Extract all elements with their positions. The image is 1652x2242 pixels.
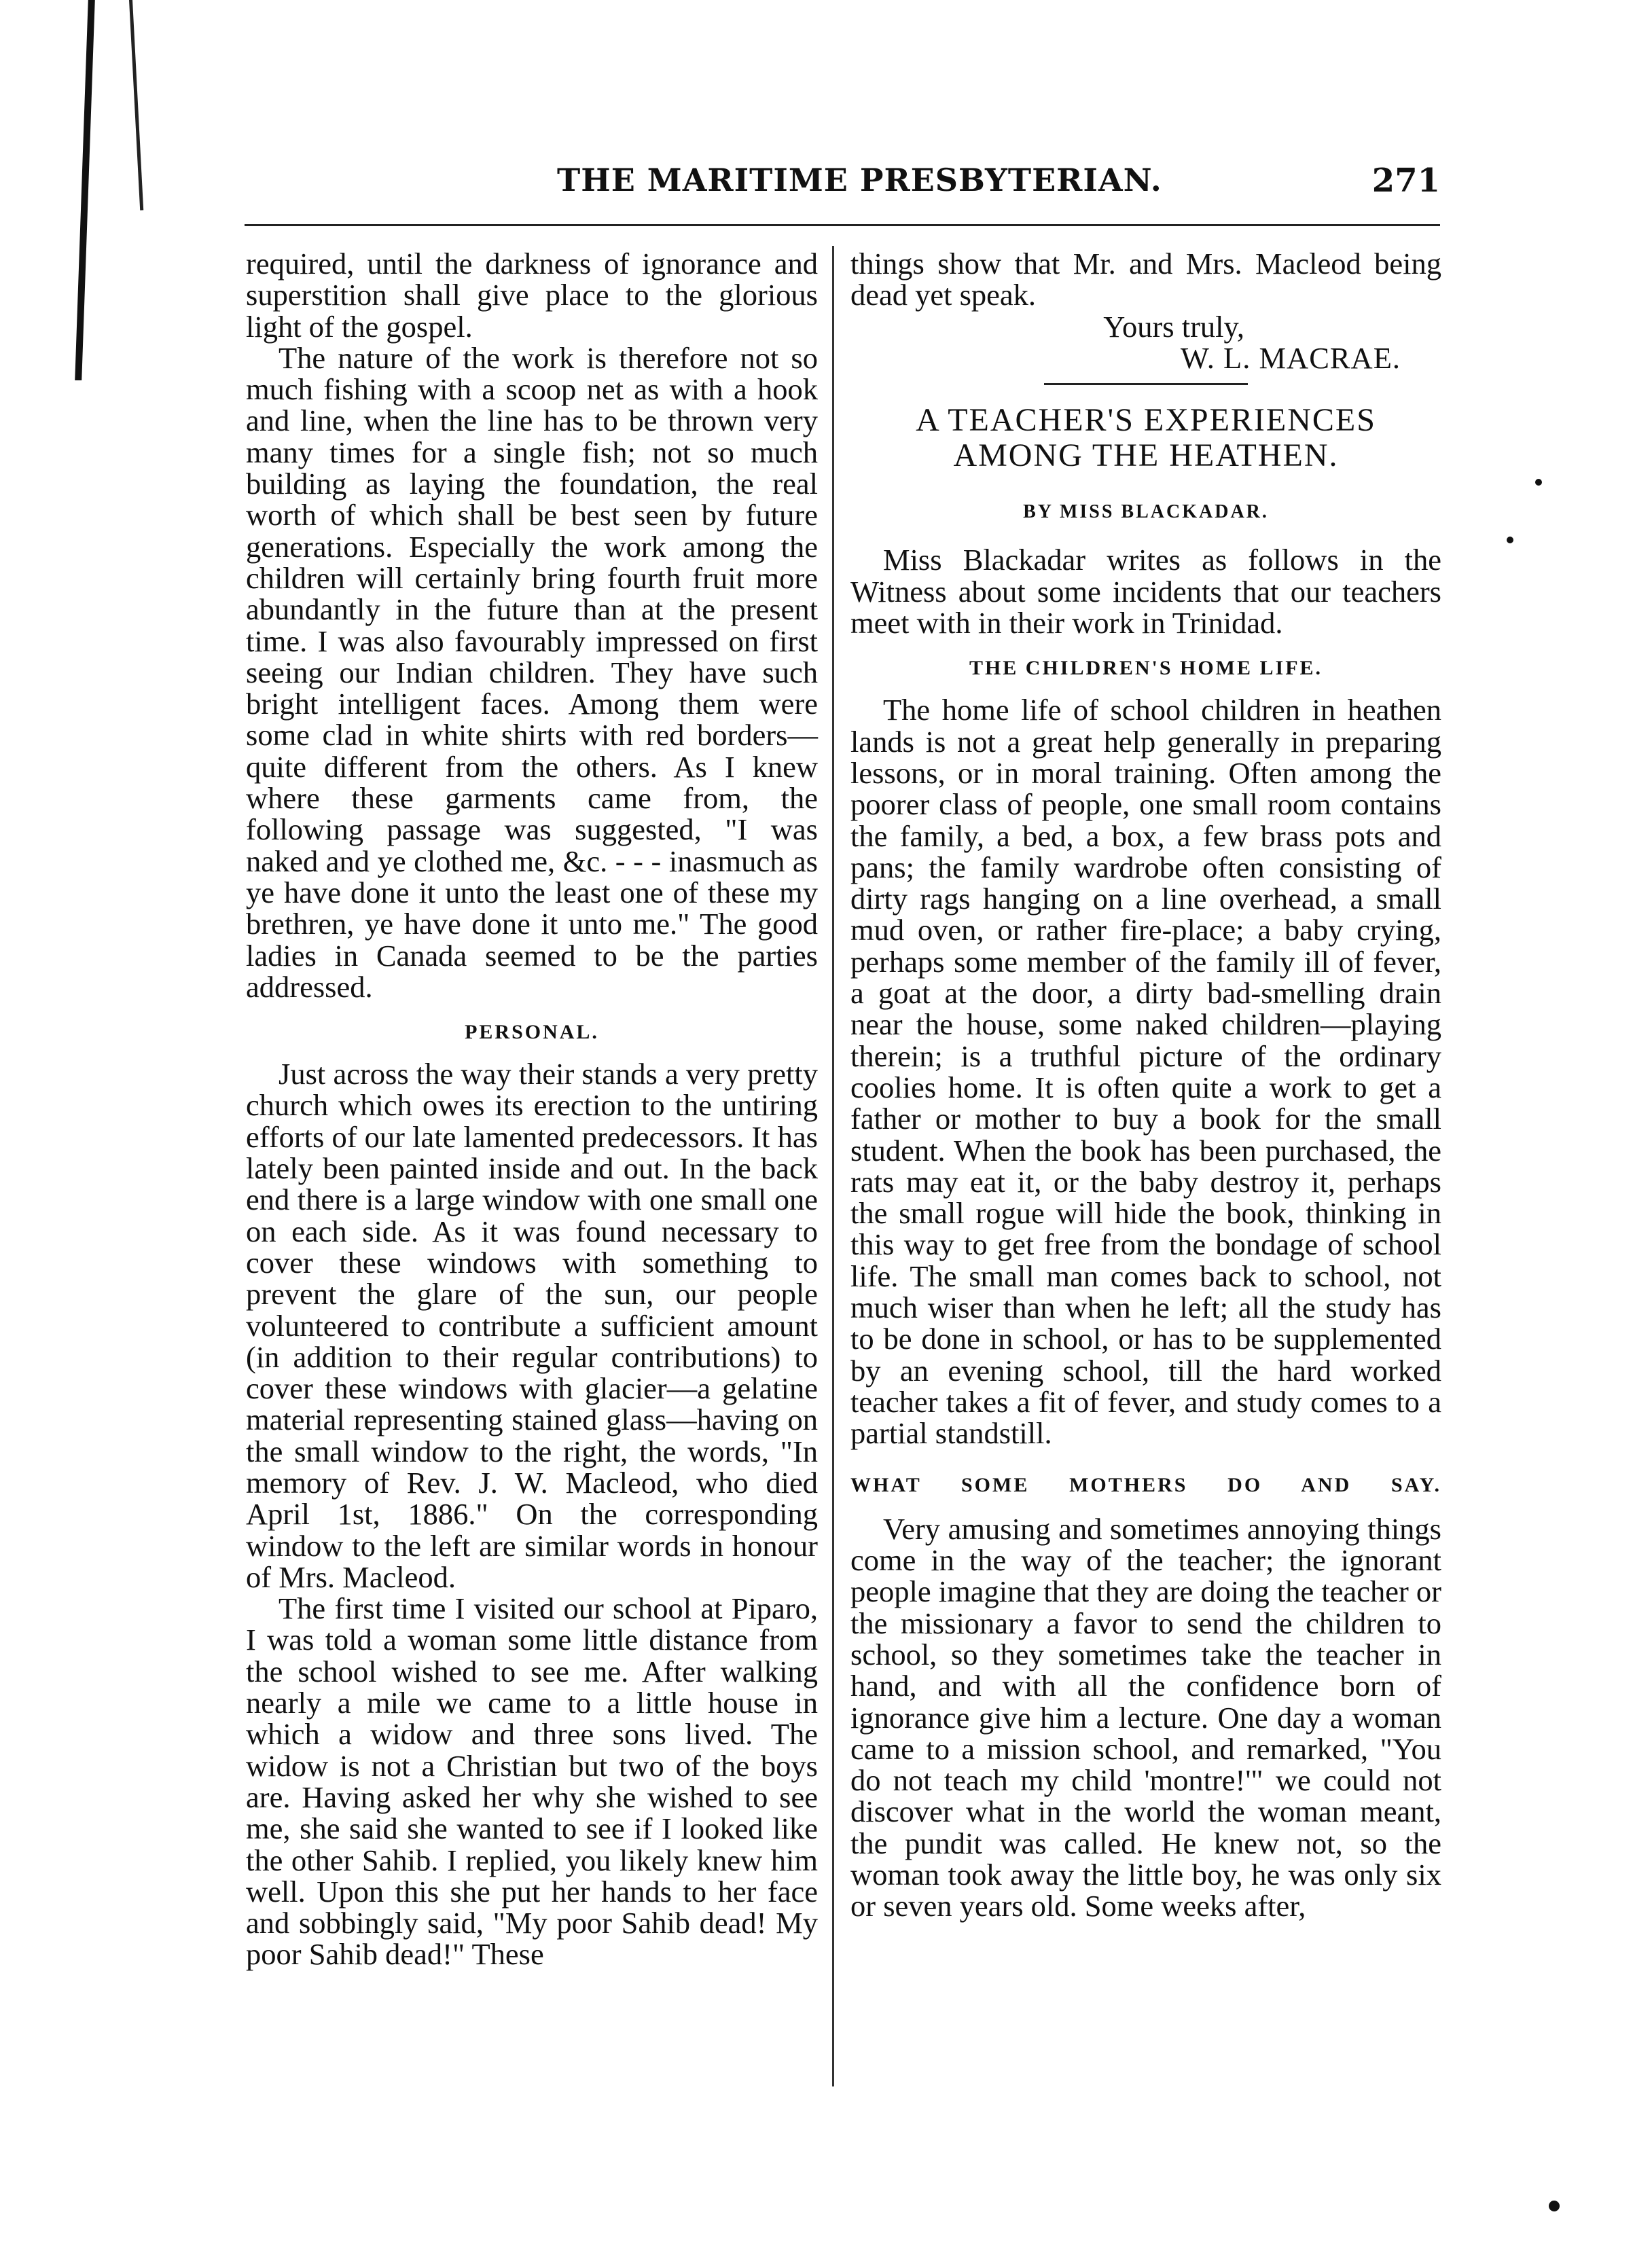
scan-speck bbox=[1507, 537, 1513, 543]
article-title-line-2: AMONG THE HEATHEN. bbox=[953, 437, 1339, 474]
left-column bbox=[246, 248, 818, 1970]
binding-edge-mark bbox=[75, 0, 95, 380]
column-divider bbox=[832, 246, 834, 2086]
section-heading-mothers: WHAT SOME MOTHERS DO AND SAY. bbox=[850, 1473, 1441, 1496]
paragraph-home-life: The home life of school children in heathen lands is not a great help generally in preparing lessons, or in moral training. Often among the poorer class of people, one small room contains the family, a bed, a box, a few brass pots and pans; the family wardrobe often consisting of dirty rags hanging on a line overhead, a small mud oven, or rather fire-place; a baby crying, perhaps some member of the family ill of fever, a goat at the door, a dirty bad-smelling drain near the house, some naked children—playing therein; is a truthful picture of the ordinary coolies home. It is often quite a work to get a father or mother to buy a book for the small student. When the book has been purchased, the rats may eat it, or the baby destroy it, perhaps the small rogue will hide the book, thinking in this way to get free from the bondage of school life. The small man comes back to school, not much wiser than when he left; all the study has to be done in school, or has to be supplemented by an evening school, till the hard worked teacher takes a fit of fever, and study comes to a partial standstill. bbox=[850, 693, 1441, 1451]
scan-speck bbox=[1549, 2201, 1560, 2211]
paragraph-intro: Miss Blackadar writes as follows in the Witness about some incidents that our teachers meet with in their work in Trinidad. bbox=[850, 543, 1441, 640]
section-heading-personal: PERSONAL. bbox=[465, 1021, 599, 1044]
paragraph-church: Just across the way their stands a very pretty church which owes its erection to the untiring efforts of our late lamented predecessors. It has lately been painted inside and out. In the back end there is a large window with one small one on each side. As it was found necessary to cover these windows with something to prevent the glare of the sun, our people volunteered to contribute a sufficient amount (in addition to their regular contributions) to cover these windows with glacier—a gelatine material representing stained glass—having on the small window to the right, the words, "In memory of Rev. J. W. Macleod, who died April 1st, 1886." On the corresponding window to the left are similar words in honour of Mrs. Macleod. bbox=[246, 1057, 818, 1594]
signature: W. L. MACRAE. bbox=[1180, 340, 1401, 375]
paragraph-mothers: Very amusing and sometimes annoying things come in the way of the teacher; the ignorant people imagine that they are doing the teacher or the missionary a favor to send the children to school, so they sometimes take the teacher in hand, and with all the confidence born of ignorance give him a lecture. One day a woman came to a mission school, and remarked, "You do not teach my child 'montre!'" we could not discover what in the world the woman meant, the pundit was called. He knew not, so the woman took away the little boy, he was only six or seven years old. Some weeks after, bbox=[850, 1511, 1441, 1923]
closing-salutation: Yours truly, bbox=[1103, 309, 1244, 344]
right-column bbox=[850, 248, 1441, 1922]
binding-edge-mark-secondary bbox=[129, 0, 143, 211]
paragraph-continued: required, until the darkness of ignorance and superstition shall give place to the glorious light of the gospel. bbox=[246, 247, 818, 344]
paragraph-piparo-visit: The first time I visited our school at Piparo, I was told a woman some little distance from the school wished to see me. After walking nearly a mile we came to a little house in which a widow and three sons lived. The widow is not a Christian but two of the boys are. Having asked her why she wished to see me, she said she wanted to see if I looked like the other Sahib. I replied, you likely knew him well. Upon this she put her hands to her face and sobbingly said, "My poor Sahib dead! My poor Sahib dead!" These bbox=[246, 1591, 818, 1972]
page-header bbox=[245, 162, 1454, 216]
byline: BY MISS BLACKADAR. bbox=[1023, 501, 1269, 523]
section-heading-home-life: THE CHILDREN'S HOME LIFE. bbox=[969, 657, 1323, 680]
page-number: 271 bbox=[1371, 162, 1440, 200]
article-separator-rule bbox=[1044, 383, 1248, 385]
article-title-line-1: A TEACHER'S EXPERIENCES bbox=[916, 402, 1376, 439]
paragraph-continuation: things show that Mr. and Mrs. Macleod being dead yet speak. bbox=[850, 247, 1441, 312]
running-title: THE MARITIME PRESBYTERIAN. bbox=[557, 162, 1162, 198]
paragraph-nature-of-work: The nature of the work is therefore not so much fishing with a scoop net as with a hook and line, when the line has to be thrown very many times for a single fish; not so much building as laying the foundation, the real worth of which shall be best seen by future generations. Especially the work among the children will certainly bring fourth fruit more abundantly in the future than at the present time. I was also favourably impressed on first seeing our Indian children. They have such bright intelligent faces. Among them were some clad in white shirts with red borders—quite different from the others. As I knew where these garments came from, the following passage was suggested, "I was naked and ye clothed me, &c. - - - inasmuch as ye have done it unto the least one of these my brethren, ye have done it unto me." The good ladies in Canada seemed to be the parties addressed. bbox=[246, 340, 818, 1004]
scan-speck bbox=[1535, 479, 1542, 486]
header-rule bbox=[245, 224, 1440, 226]
letter-closing bbox=[850, 311, 1441, 374]
